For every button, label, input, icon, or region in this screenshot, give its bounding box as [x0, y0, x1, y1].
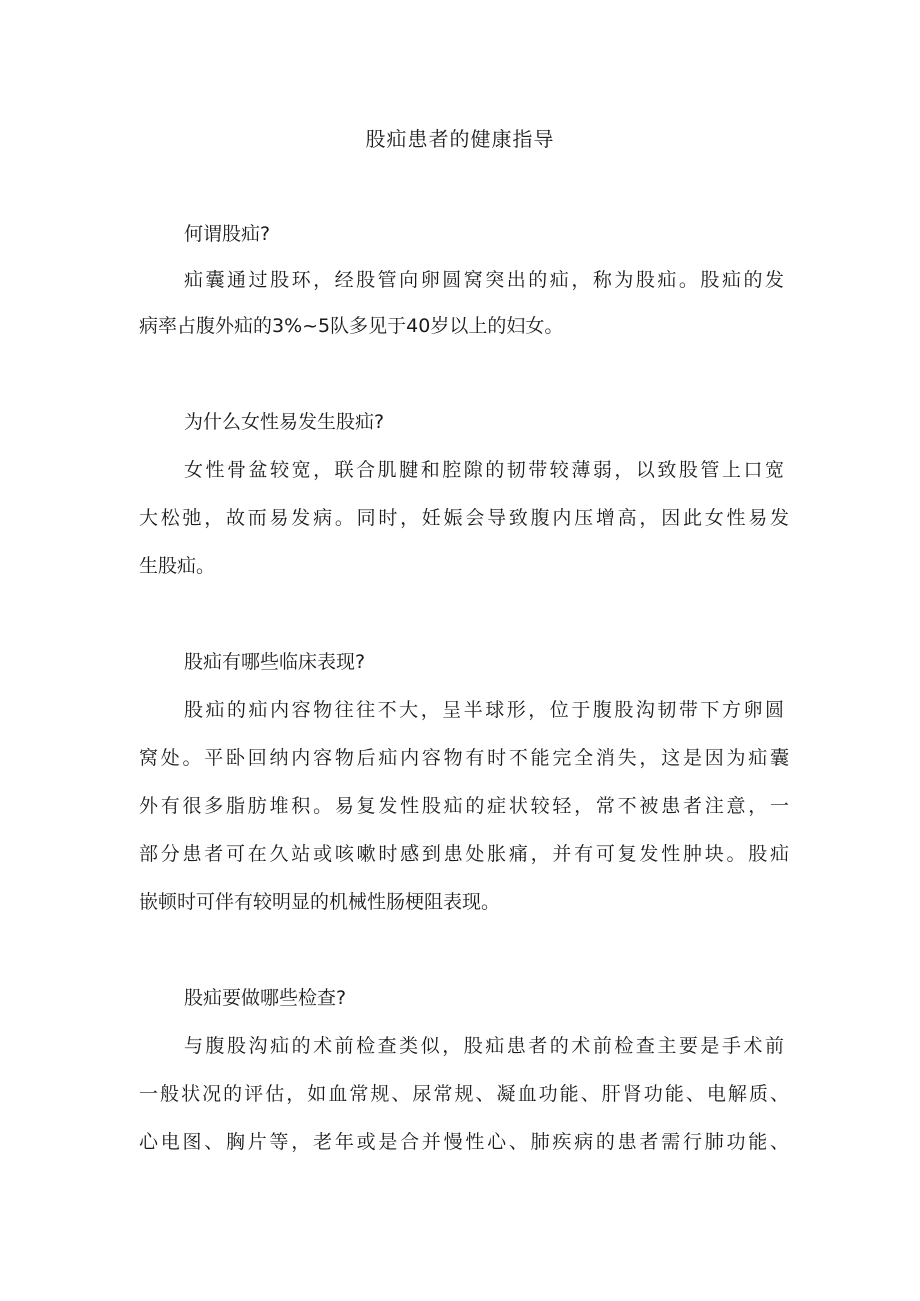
paragraph-line: 大松弛，故而易发病。同时，妊娠会导致腹内压增高，因此女性易发: [139, 507, 789, 529]
page-title: 股疝患者的健康指导: [365, 127, 555, 151]
paragraph-line: 心电图、胸片等，老年或是合并慢性心、肺疾病的患者需行肺功能、: [139, 1131, 789, 1153]
section-heading: 为什么女性易发生股疝?: [184, 411, 385, 433]
paragraph-line: 女性骨盆较宽，联合肌腱和腔隙的韧带较薄弱，以致股管上口宽: [184, 459, 784, 481]
paragraph-line: 股疝的疝内容物往往不大，呈半球形，位于腹股沟韧带下方卵圆: [184, 699, 784, 721]
paragraph-line: 与腹股沟疝的术前检查类似，股疝患者的术前检查主要是手术前: [184, 1035, 784, 1057]
paragraph-line: 部分患者可在久站或咳嗽时感到患处胀痛，并有可复发性肿块。股疝: [139, 843, 789, 865]
paragraph-line: 生股疝。: [139, 555, 216, 577]
section-heading: 股疝有哪些临床表现?: [184, 651, 366, 673]
paragraph-line: 疝囊通过股环，经股管向卵圆窝突出的疝，称为股疝。股疝的发: [184, 269, 784, 291]
paragraph-line: 病率占腹外疝的3%~5队多见于40岁以上的妇女。: [139, 315, 564, 337]
paragraph-line: 外有很多脂肪堆积。易复发性股疝的症状较轻，常不被患者注意，一: [139, 795, 789, 817]
paragraph-line: 嵌顿时可伴有较明显的机械性肠梗阻表现。: [139, 891, 501, 913]
section-heading: 何谓股疝?: [184, 223, 271, 245]
section-heading: 股疝要做哪些检查?: [184, 987, 347, 1009]
paragraph-line: 窝处。平卧回纳内容物后疝内容物有时不能完全消失，这是因为疝囊: [139, 747, 789, 769]
paragraph-line: 一般状况的评估，如血常规、尿常规、凝血功能、肝肾功能、电解质、: [139, 1083, 789, 1105]
